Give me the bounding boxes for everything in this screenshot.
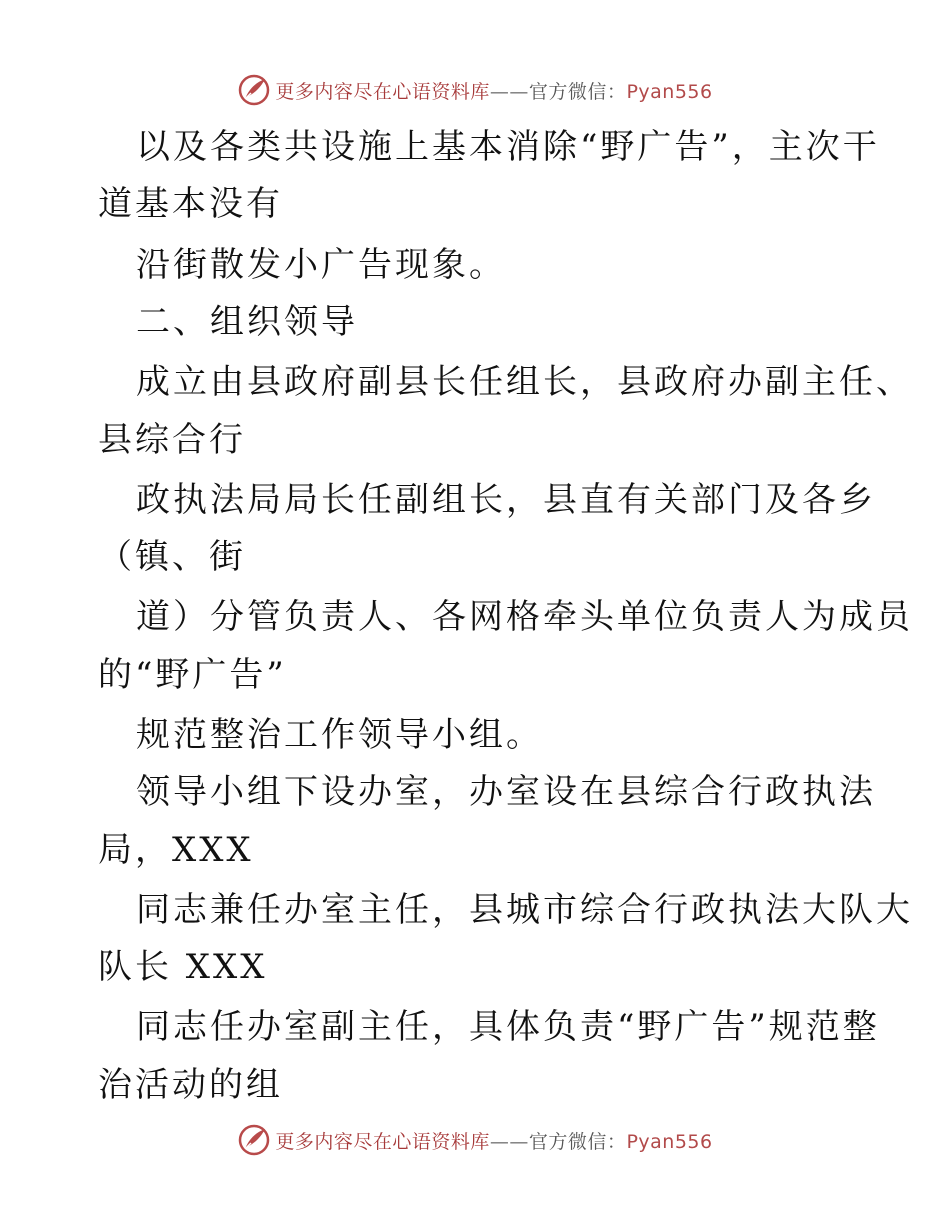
paragraph-line: 道）分管负责人、各网格牵头单位负责人为成员: [136, 597, 913, 637]
paragraph-line: 沿街散发小广告现象。: [136, 245, 506, 285]
paragraph-line: 同志兼任办室主任，县城市综合行政执法大队大: [136, 890, 913, 930]
paragraph-line: 领导小组下设办室，办室设在县综合行政执法: [136, 772, 876, 812]
paragraph-line: （镇、街: [98, 537, 246, 577]
paragraph-line: 县综合行: [98, 420, 246, 460]
paragraph-line: 局，XXX: [98, 830, 254, 870]
paragraph-line: 以及各类共设施上基本消除“野广告”，主次干: [136, 127, 880, 167]
section-heading: 二、组织领导: [136, 302, 358, 342]
footer-banner: [0, 1120, 950, 1160]
paragraph-line: 政执法局局长任副组长，县直有关部门及各乡: [136, 480, 876, 520]
paragraph-line: 成立由县政府副县长任组长，县政府办副主任、: [136, 362, 913, 402]
header-text: 更多内容尽在心语资料库——官方微信：Pyan556: [275, 80, 713, 103]
paragraph-line: 的“野广告”: [98, 655, 287, 695]
quill-logo-icon: [237, 1123, 271, 1157]
paragraph-line: 规范整治工作领导小组。: [136, 715, 543, 755]
paragraph-line: 同志任办室副主任，具体负责“野广告”规范整: [136, 1007, 880, 1047]
footer-text: 更多内容尽在心语资料库——官方微信：Pyan556: [275, 1130, 713, 1153]
paragraph-line: 道基本没有: [98, 184, 283, 224]
paragraph-line: 队长 XXX: [98, 947, 268, 987]
paragraph-line: 治活动的组: [98, 1065, 283, 1105]
